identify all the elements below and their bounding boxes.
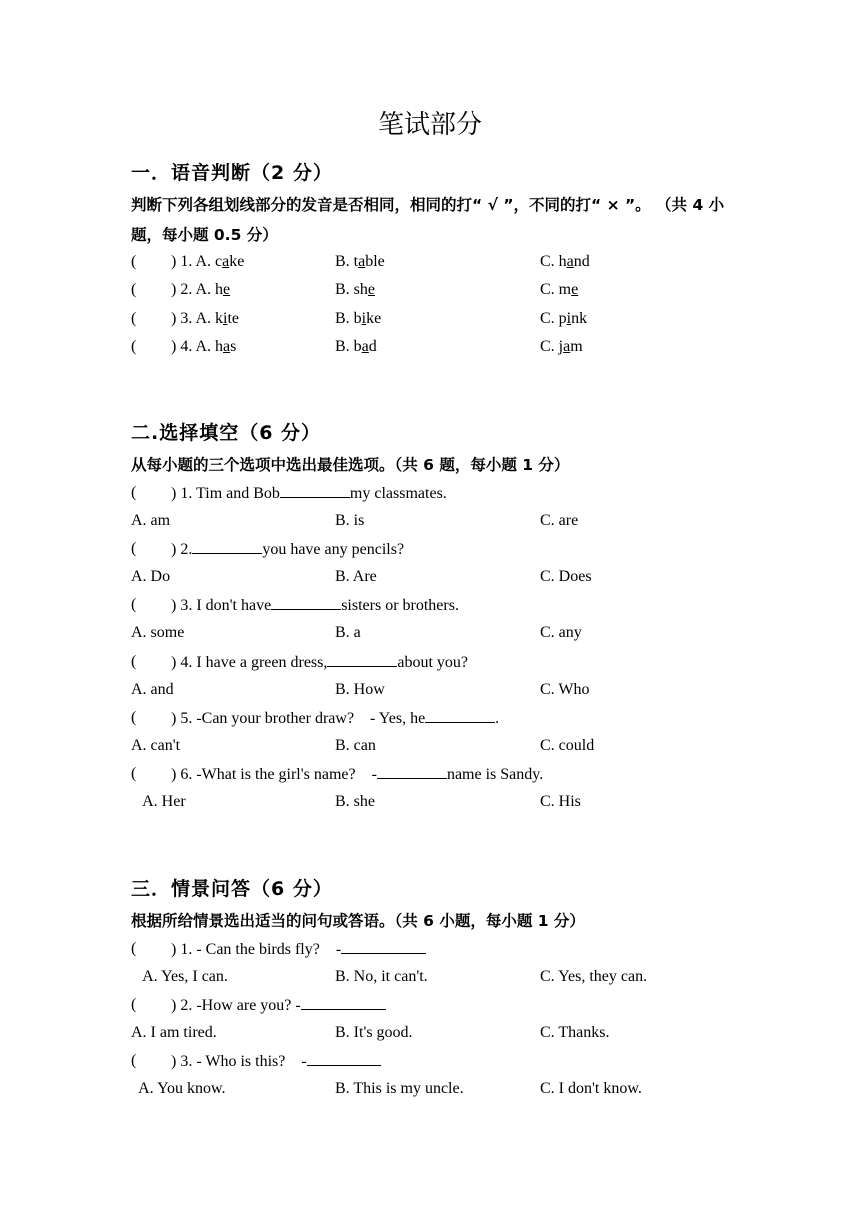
option-b: B. No, it can't. bbox=[335, 968, 428, 985]
option-c: C. could bbox=[540, 736, 595, 754]
option-a: A. some bbox=[131, 624, 185, 642]
option-b: B. Are bbox=[335, 568, 377, 586]
answer-bracket: ( bbox=[131, 708, 137, 726]
phonics-item bbox=[0, 307, 860, 331]
answer-bracket: ( bbox=[131, 1052, 137, 1070]
question-stem bbox=[0, 593, 860, 617]
option-b: B. she bbox=[335, 793, 375, 810]
option-c: C. Yes, they can. bbox=[540, 968, 648, 985]
item-option-b bbox=[335, 307, 381, 331]
word-b: B. she bbox=[335, 281, 376, 299]
options-line bbox=[0, 621, 860, 645]
word-c: C. hand bbox=[540, 253, 590, 270]
underlined-letter: e bbox=[223, 281, 231, 299]
option-c: C. His bbox=[540, 793, 581, 810]
section1-instruction: 判断下列各组划线部分的发音是否相同，相同的打“ √ ”，不同的打“ × ”。 （共 4 小题，每小题 0.5 分） bbox=[131, 196, 725, 244]
option-a: A. and bbox=[131, 680, 174, 698]
answer-blank bbox=[271, 593, 341, 610]
option-b: B. is bbox=[335, 512, 365, 529]
answer-bracket: ( bbox=[131, 940, 137, 957]
underlined-letter: a bbox=[566, 253, 574, 270]
underlined-letter: a bbox=[358, 253, 366, 270]
underlined-letter: a bbox=[222, 253, 230, 270]
option-b: B. This is my uncle. bbox=[335, 1080, 464, 1098]
option-c: C. Thanks. bbox=[540, 1024, 610, 1042]
underlined-letter: a bbox=[563, 337, 571, 355]
answer-bracket: ( bbox=[131, 765, 137, 782]
word-c: C. jam bbox=[540, 337, 583, 355]
word-a: kite bbox=[215, 309, 239, 327]
underlined-letter: a bbox=[361, 337, 369, 355]
section2-instruction: 从每小题的三个选项中选出最佳选项。（共 6 题，每小题 1 分） bbox=[131, 456, 570, 474]
word-b: B. bad bbox=[335, 337, 377, 355]
answer-blank bbox=[307, 1049, 381, 1066]
underlined-letter: i bbox=[223, 309, 228, 327]
question-stem bbox=[0, 1049, 860, 1073]
section2-heading: 二.选择填空（6 分） bbox=[131, 422, 322, 444]
word-c: C. pink bbox=[540, 309, 588, 327]
option-a: A. I am tired. bbox=[131, 1024, 217, 1042]
question-stem bbox=[0, 481, 860, 505]
answer-blank bbox=[425, 706, 495, 723]
answer-bracket: ( bbox=[131, 996, 137, 1014]
option-a: A. Yes, I can. bbox=[131, 968, 228, 985]
option-a: A. Do bbox=[131, 568, 171, 586]
underlined-letter: e bbox=[571, 281, 579, 299]
option-b: B. How bbox=[335, 680, 385, 698]
question-text: ) 1. - Can the birds fly? - bbox=[171, 937, 426, 962]
word-b: B. bike bbox=[335, 309, 382, 327]
word-a: cake bbox=[215, 253, 245, 270]
word-a: he bbox=[215, 281, 231, 299]
phonics-item bbox=[0, 250, 860, 274]
question-text: ) 5. -Can your brother draw? - Yes, he . bbox=[171, 706, 499, 731]
answer-bracket: ( bbox=[131, 253, 137, 270]
answer-bracket: ( bbox=[131, 652, 137, 670]
item-option-a: ) 2. A. he bbox=[171, 281, 231, 299]
answer-blank bbox=[341, 937, 426, 954]
item-option-b bbox=[335, 335, 377, 359]
question-text: ) 2. you have any pencils? bbox=[171, 537, 404, 562]
answer-blank bbox=[280, 481, 350, 498]
section1-heading: 一．语音判断（2 分） bbox=[131, 162, 333, 184]
option-c: C. Does bbox=[540, 568, 592, 586]
options-line bbox=[0, 1021, 860, 1045]
section3-heading: 三．情景问答（6 分） bbox=[131, 878, 333, 900]
option-b: B. a bbox=[335, 624, 361, 642]
item-option-a: ) 4. A. has bbox=[171, 337, 237, 355]
question-stem bbox=[0, 762, 860, 786]
options-line bbox=[0, 565, 860, 589]
item-option-c bbox=[540, 335, 583, 359]
item-option-c bbox=[540, 278, 578, 302]
option-a: A. Her bbox=[131, 793, 186, 810]
underlined-letter: i bbox=[566, 309, 572, 327]
word-a: has bbox=[215, 337, 237, 355]
item-option-a: ) 3. A. kite bbox=[171, 309, 239, 327]
item-option-b bbox=[335, 250, 385, 274]
question-text: ) 2. -How are you? - bbox=[171, 993, 386, 1018]
question-stem bbox=[0, 937, 860, 961]
answer-blank bbox=[301, 993, 386, 1010]
question-stem bbox=[0, 706, 860, 730]
option-c: C. are bbox=[540, 512, 579, 529]
question-text: ) 6. -What is the girl's name? - name is Sandy. bbox=[171, 762, 543, 787]
section3-instruction: 根据所给情景选出适当的问句或答语。（共 6 小题，每小题 1 分） bbox=[131, 912, 585, 930]
option-a: A. am bbox=[131, 512, 171, 529]
answer-bracket: ( bbox=[131, 540, 137, 558]
option-b: B. can bbox=[335, 736, 376, 754]
word-b: B. table bbox=[335, 253, 385, 270]
underlined-letter: a bbox=[223, 337, 231, 355]
answer-blank bbox=[327, 650, 397, 667]
option-a: A. can't bbox=[131, 736, 181, 754]
item-option-c bbox=[540, 307, 587, 331]
option-c: C. any bbox=[540, 624, 582, 642]
question-text: ) 3. I don't have sisters or brothers. bbox=[171, 593, 459, 618]
underlined-letter: i bbox=[361, 309, 367, 327]
options-line bbox=[0, 965, 860, 989]
word-c: C. me bbox=[540, 281, 579, 299]
phonics-item bbox=[0, 278, 860, 302]
answer-bracket: ( bbox=[131, 484, 137, 501]
options-line bbox=[0, 790, 860, 814]
item-option-c bbox=[540, 250, 590, 274]
question-text: ) 1. Tim and Bob my classmates. bbox=[171, 481, 447, 506]
option-c: C. I don't know. bbox=[540, 1080, 642, 1098]
answer-bracket: ( bbox=[131, 281, 137, 299]
options-line bbox=[0, 734, 860, 758]
item-option-a: ) 1. A. cake bbox=[171, 253, 245, 270]
question-stem bbox=[0, 650, 860, 674]
options-line bbox=[0, 678, 860, 702]
answer-blank bbox=[377, 762, 447, 779]
option-c: C. Who bbox=[540, 680, 590, 698]
question-stem bbox=[0, 537, 860, 561]
options-line bbox=[0, 1077, 860, 1101]
phonics-item bbox=[0, 335, 860, 359]
question-text: ) 4. I have a green dress, about you? bbox=[171, 650, 468, 675]
option-b: B. It's good. bbox=[335, 1024, 413, 1042]
option-a: A. You know. bbox=[131, 1080, 226, 1098]
question-stem bbox=[0, 993, 860, 1017]
underlined-letter: e bbox=[367, 281, 376, 299]
answer-blank bbox=[192, 537, 262, 554]
item-option-b bbox=[335, 278, 375, 302]
question-text: ) 3. - Who is this? - bbox=[171, 1049, 381, 1074]
answer-bracket: ( bbox=[131, 309, 137, 327]
options-line bbox=[0, 509, 860, 533]
answer-bracket: ( bbox=[131, 596, 137, 614]
page-title: 笔试部分 bbox=[377, 110, 482, 140]
answer-bracket: ( bbox=[131, 337, 137, 355]
